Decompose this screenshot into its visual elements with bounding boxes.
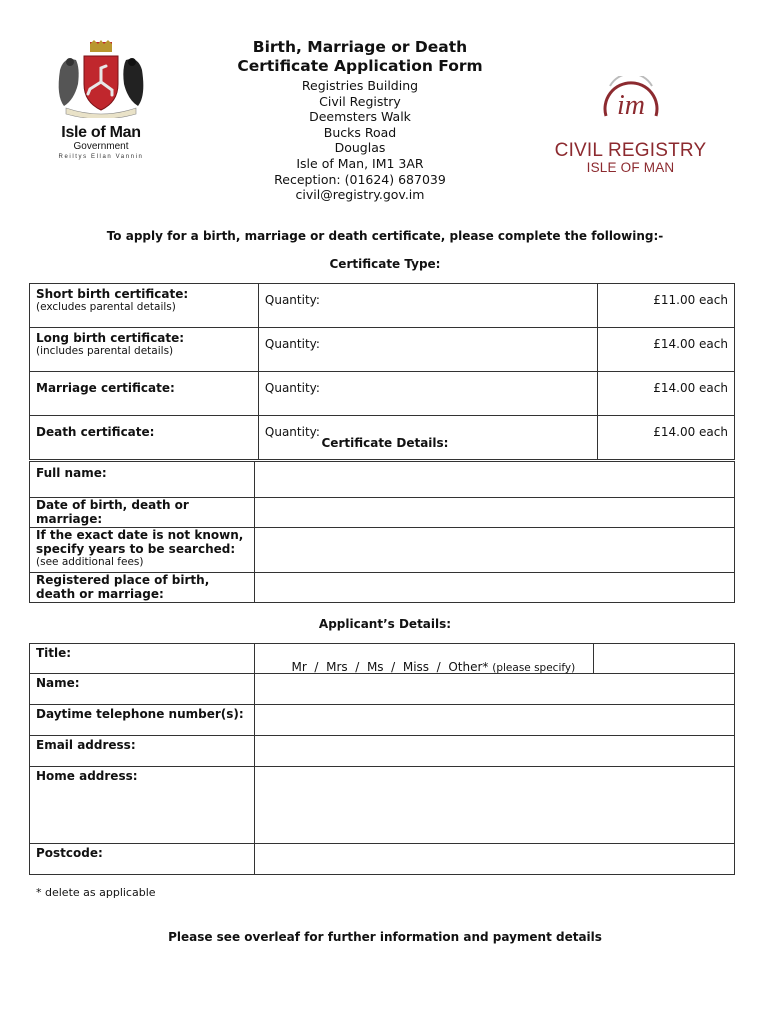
postcode-field[interactable] (255, 844, 735, 875)
home-address-field[interactable] (255, 767, 735, 844)
address-line: Deemsters Walk (309, 109, 411, 125)
civil-registry-logo (538, 76, 723, 175)
home-address-label: Home address: (30, 767, 255, 844)
gov-logo-sub: Government (73, 141, 129, 152)
phone-label: Daytime telephone number(s): (30, 705, 255, 736)
overleaf-note: Please see overleaf for further information and payment details (168, 930, 602, 944)
marriage-quantity-field[interactable] (258, 372, 597, 416)
footnote: * delete as applicable (36, 886, 156, 899)
additional-fees-note: (see additional fees) (36, 556, 144, 568)
short-birth-price: £11.00 each (597, 284, 734, 328)
applicant-details-table (29, 643, 735, 875)
place-field[interactable] (255, 573, 735, 603)
address-line: Registries Building (301, 78, 419, 93)
address-line: Civil Registry (319, 93, 401, 109)
row-label-cell (30, 372, 259, 416)
long-birth-label: Long birth certificate: (36, 331, 185, 345)
address-phone: Reception: (01624) 687039 (274, 171, 446, 187)
address-email: civil@registry.gov.im (295, 187, 425, 203)
table-row (30, 705, 735, 736)
long-birth-quantity-field[interactable] (258, 328, 597, 372)
certificate-details-table (29, 461, 735, 603)
registry-monogram: im (616, 90, 645, 121)
years-to-search-field[interactable] (255, 528, 735, 573)
address-line: Douglas (334, 140, 386, 156)
table-row (30, 284, 735, 328)
table-row (30, 644, 735, 674)
title-divider (593, 644, 594, 674)
short-birth-note: (excludes parental details) (36, 301, 176, 313)
email-label: Email address: (30, 736, 255, 767)
table-row (30, 767, 735, 844)
im-monogram-icon (596, 76, 666, 132)
form-title-line2: Certificate Application Form (237, 57, 483, 75)
unknown-date-label: If the exact date is not known, specify years to be searched: (see additional fees) (30, 528, 255, 573)
title-label: Title: (30, 644, 255, 674)
phone-field[interactable] (255, 705, 735, 736)
registry-address (215, 78, 505, 203)
title-cell (255, 644, 735, 674)
form-title-block (215, 38, 505, 203)
registry-logo-main: CIVIL REGISTRY (554, 140, 707, 161)
registry-logo-sub: ISLE OF MAN (586, 160, 675, 175)
long-birth-note: (includes parental details) (36, 345, 174, 357)
isle-of-man-government-logo (46, 40, 156, 160)
death-price: £14.00 each (597, 416, 734, 460)
coat-of-arms-icon (46, 40, 156, 118)
row-label-cell (30, 284, 259, 328)
table-row (30, 328, 735, 372)
place-label: Registered place of birth, death or marriage: (30, 573, 255, 603)
address-line: Bucks Road (323, 124, 397, 140)
table-row (30, 736, 735, 767)
table-row (30, 372, 735, 416)
marriage-price: £14.00 each (597, 372, 734, 416)
gov-logo-name: Isle of Man (61, 124, 141, 141)
quantity-label: Quantity: (264, 293, 320, 307)
certificate-type-table (29, 283, 735, 460)
full-name-label: Full name: (30, 462, 255, 498)
form-title-line1: Birth, Marriage or Death (252, 38, 468, 56)
certificate-type-heading: Certificate Type: (329, 257, 441, 271)
date-label: Date of birth, death or marriage: (30, 498, 255, 528)
applicant-details-heading: Applicant’s Details: (318, 617, 452, 631)
long-birth-price: £14.00 each (597, 328, 734, 372)
short-birth-quantity-field[interactable] (258, 284, 597, 328)
table-row (30, 462, 735, 498)
full-name-field[interactable] (255, 462, 735, 498)
table-row (30, 573, 735, 603)
title-options[interactable]: Mr / Mrs / Ms / Miss / Other* (please specify) (291, 660, 576, 674)
quantity-label: Quantity: (264, 381, 320, 395)
gov-logo-motto: Reiltys Ellan Vannin (58, 154, 144, 160)
intro-text: To apply for a birth, marriage or death certificate, please complete the following:- (106, 229, 664, 243)
address-line: Isle of Man, IM1 3AR (296, 155, 424, 171)
quantity-label: Quantity: (264, 337, 320, 351)
death-label: Death certificate: (36, 425, 155, 439)
postcode-label: Postcode: (30, 844, 255, 875)
table-row (30, 844, 735, 875)
short-birth-label: Short birth certificate: (36, 287, 189, 301)
row-label-cell (30, 328, 259, 372)
quantity-label: Quantity: (264, 425, 320, 439)
name-label: Name: (30, 674, 255, 705)
please-specify-note: (please specify) (492, 662, 576, 674)
table-row (30, 498, 735, 528)
marriage-label: Marriage certificate: (36, 381, 175, 395)
table-row (30, 528, 735, 573)
email-field[interactable] (255, 736, 735, 767)
certificate-details-heading: Certificate Details: (321, 436, 449, 450)
date-field[interactable] (255, 498, 735, 528)
